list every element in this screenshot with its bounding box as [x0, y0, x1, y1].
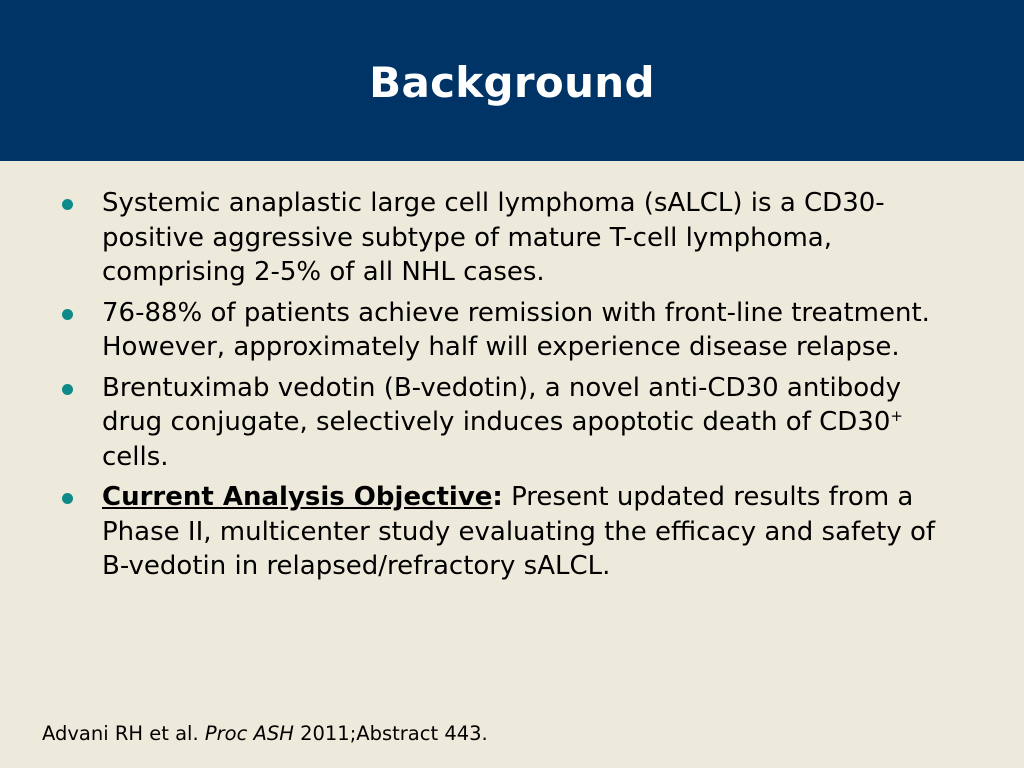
citation-journal: Proc ASH [204, 722, 294, 745]
objective-colon: : [492, 482, 503, 512]
citation-authors: Advani RH et al. [42, 722, 205, 745]
bullet-text: Systemic anaplastic large cell lymphoma (sALCL) is a CD30-positive aggressive subtype of mature T-cell lymphoma, comprising 2-5% of all NHL cases. [102, 188, 885, 287]
bullet-item [62, 186, 962, 290]
bullet-item-objective [62, 480, 962, 584]
bullet-dot-icon [62, 309, 73, 320]
slide-header [0, 0, 1024, 161]
bullet-text-main: Brentuximab vedotin (B-vedotin), a novel anti-CD30 antibody drug conjugate, selectively induces apoptotic death of CD30 [102, 372, 902, 437]
citation [42, 722, 488, 745]
objective-label: Current Analysis Objective [102, 482, 493, 512]
slide-title: Background [369, 58, 655, 107]
citation-details: 2011;Abstract 443. [293, 722, 488, 745]
superscript-plus: + [890, 407, 903, 425]
bullet-text-tail: cells. [102, 441, 169, 472]
bullet-item [62, 371, 962, 475]
bullet-dot-icon [62, 199, 73, 210]
bullet-text [102, 480, 962, 584]
bullet-dot-icon [62, 384, 73, 395]
bullet-dot-icon [62, 493, 73, 504]
bullet-text [102, 371, 962, 475]
bullet-item [62, 296, 962, 365]
bullet-text: 76-88% of patients achieve remission with front-line treatment. However, approximately half will experience disease relapse. [102, 297, 930, 362]
bullet-list [62, 186, 962, 590]
objective-text: Present updated results from a Phase II, multicenter study evaluating the efficacy and safety of B-vedotin in relapsed/refractory sALCL. [102, 482, 936, 581]
